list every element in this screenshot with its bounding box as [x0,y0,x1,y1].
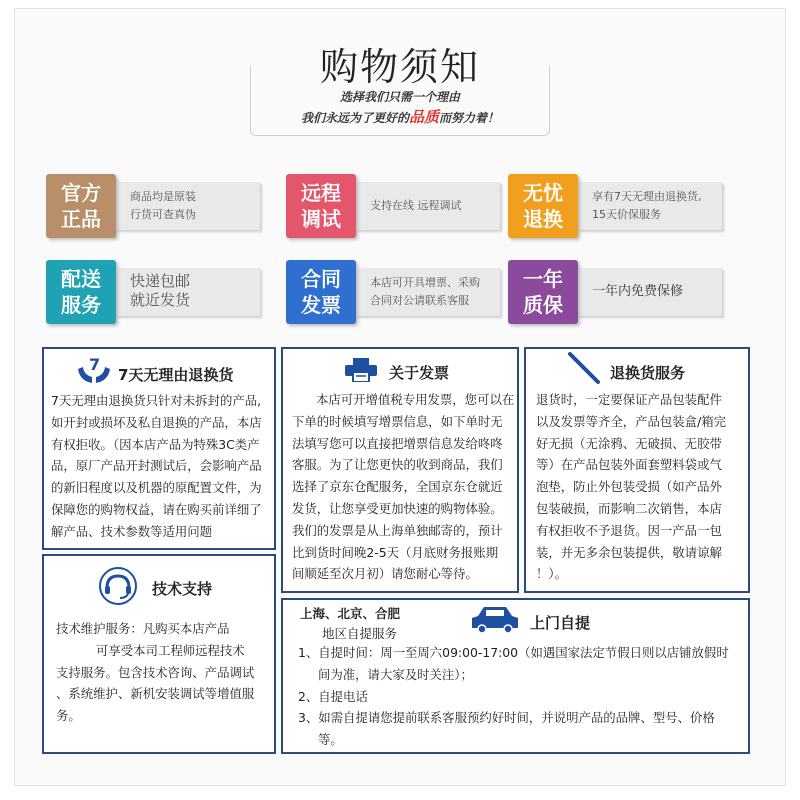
feature-return [508,174,722,238]
pen-icon [566,352,602,384]
subtitle-line1: 选择我们只需一个理由 [339,90,460,104]
page-title: 购物须知 [319,45,480,89]
headset-icon [96,566,140,606]
feature-badge: 合同 发票 [286,260,356,324]
return-service-text: 退货时，一定要保证产品包装配件 以及发票等齐全，产品包装盒/箱完 好无损（无涂鸦、无破损、无胶带 等）在产品包装外面套塑料袋或气 泡垫，防止外包装受损（如产品外 包装破损，而影响二次销售，本店 有权拒收不予退货。因一产品一包 装，并无多余包装提供，敬请谅解 ！）。 [536,392,727,582]
svg-text:7: 7 [89,355,101,374]
hands-7-icon [76,355,112,385]
invoice-title: 关于发票 [389,364,450,382]
invoice-text: 本店可开增值税专用发票，您可以在 下单的时候填写增票信息，如下单时无 法填写您可以直接把增票信息发给咚咚 客服。为了让您更快的收到商品，我们 选择了京东仓配服务，全国京东仓就近 发货，让您享受更加快速的购物体验。 我们的发票是从上海单独邮寄的，预计 比到货时间晚2-5天（月底财务报账期 间顺延至次月初）请您耐心等待。 [292,392,515,582]
tech-title: 技术支持 [152,580,213,598]
feature-official [46,174,260,238]
subtitle-line2: 我们永远为了更好的品质而努力着！ [300,108,500,126]
returns7-title: 7天无理由退换货 [118,366,234,384]
feature-desc: 商品均是原装 行货可查真伪 [130,190,196,221]
feature-desc: 享有7天无理由退换货, 15天价保服务 [592,190,702,221]
printer-icon [345,358,377,382]
feature-warranty [508,260,722,324]
feature-remote [286,174,500,238]
pickup-cities: 上海、北京、合肥 [300,606,401,621]
feature-delivery [46,260,260,324]
feature-badge: 无忧 退换 [508,174,578,238]
return-service-title: 退换货服务 [610,364,686,382]
feature-desc: 本店可开具增票、采购 合同对公请联系客服 [370,276,480,307]
feature-badge: 配送 服务 [46,260,116,324]
pickup-title: 上门自提 [530,614,591,632]
feature-badge: 一年 质保 [508,260,578,324]
tech-text: 技术维护服务：凡购买本店产品 可享受本司工程师远程技术 支持服务。包含技术咨询、产品调试 、系统维护、新机安装调试等增值服 务。 [56,621,255,724]
returns7-text: 7天无理由退换货只针对未拆封的产品, 如开封或损坏及私自退换的产品，本店 有权拒收。（因本店产品为特殊3C类产 品，原厂产品开封测试后，会影响产品 的新旧程度以及机器的原配置文件，为 保障您的购物权益，请在购买前详细了 解产品、技术参数等适用问题 [51,393,262,539]
pickup-text: 1、自提时间：周一至周六09:00-17:00（如遇国家法定节假日则以店铺放假时 间为准，请大家及时关注）； 2、自提电话 3、如需自提请您提前联系客服预约好时间，并说明产品的品牌、型号、价格 等。 [298,645,729,748]
quality-highlight: 品质 [408,108,439,126]
feature-invoice [286,260,500,324]
feature-desc: 支持在线 远程调试 [370,199,462,212]
car-icon [470,604,520,634]
feature-desc: 快递包邮 就近发货 [130,272,191,309]
feature-desc: 一年内免费保修 [592,284,684,299]
feature-badge: 官方 正品 [46,174,116,238]
pickup-area: 地区自提服务 [322,626,398,641]
feature-badge: 远程 调试 [286,174,356,238]
